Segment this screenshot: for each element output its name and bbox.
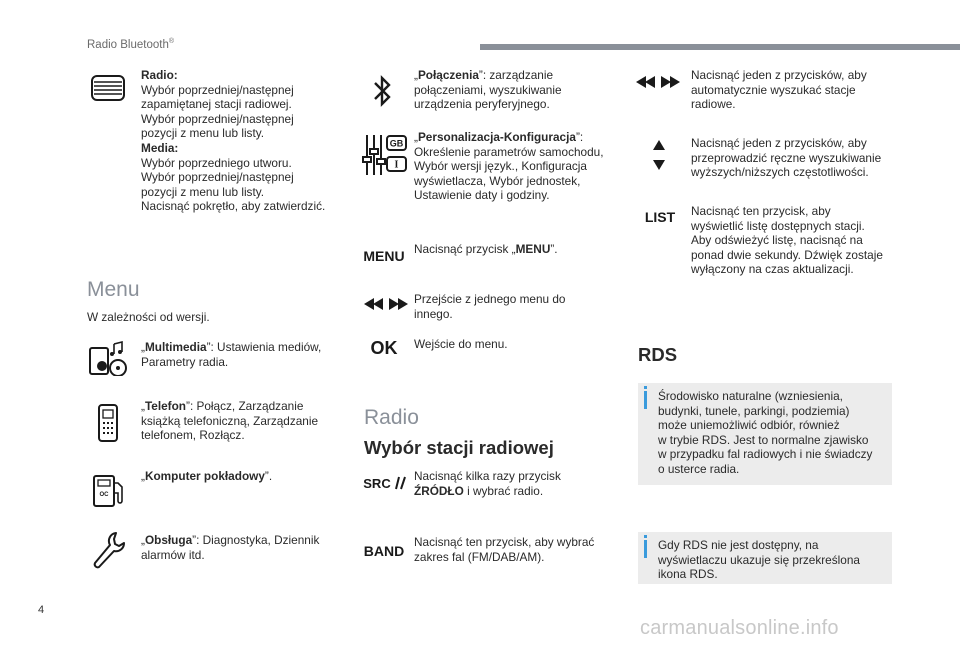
radio-line: Wybór poprzedniego utworu. — [141, 155, 292, 170]
radio-line: Wybór poprzedniej/następnej — [141, 170, 294, 185]
left-right-arrows-icon — [636, 75, 680, 89]
radio-heading: Radio — [364, 406, 419, 429]
menu-button-description: Nacisnąć przycisk „MENU”. — [414, 242, 558, 256]
polaczenia-description: „Połączenia”: zarządzanie połączeniami, wyszukiwanie urządzenia peryferyjnego. — [414, 68, 562, 112]
ok-button-icon: OK — [370, 337, 398, 358]
auto-search-description: Nacisnąć jeden z przycisków, aby automatycznie wyszukać stacje radiowe. — [691, 68, 867, 112]
rds-heading: RDS — [638, 344, 678, 365]
src-button-icon: SRC — [362, 474, 408, 492]
rds-info-note: Środowisko naturalne (wzniesienia, budynki, tunele, parkingi, podziemia) może uniemożliwić odbiór, również w trybie RDS. Jest to normalne zjawisko w przypadku fal radiowych i nie świadczy o usterce radia. — [638, 383, 892, 485]
page-number: 4 — [38, 604, 45, 616]
radio-line: zapamiętanej stacji radiowej. — [141, 97, 292, 112]
phone-icon — [96, 403, 120, 443]
settings-sliders-icon — [362, 133, 408, 177]
menu-heading: Menu — [87, 278, 140, 301]
info-icon — [644, 540, 647, 558]
info-unit-label: I — [394, 159, 399, 171]
wrench-icon — [90, 530, 126, 572]
menu-button-icon: MENU — [363, 248, 405, 264]
band-button-icon: BAND — [363, 543, 405, 559]
obsluga-description: „Obsługa”: Diagnostyka, Dziennik alarmów itd. — [141, 533, 320, 562]
multimedia-description: „Multimedia”: Ustawienia mediów, Parametry radia. — [141, 340, 322, 369]
gb-language-label: GB — [389, 138, 404, 149]
ok-button-description: Wejście do menu. — [414, 337, 508, 351]
multimedia-icon — [88, 340, 130, 376]
radio-line: Wybór poprzedniej/następnej — [141, 82, 294, 97]
fuel-computer-icon — [90, 473, 128, 509]
up-down-arrows-icon — [651, 138, 667, 172]
band-button-description: Nacisnąć ten przycisk, aby wybrać zakres fal (FM/DAB/AM). — [414, 535, 595, 564]
radio-line: pozycji z menu lub listy. — [141, 126, 265, 141]
radio-line: Wybór poprzedniej/następnej — [141, 111, 294, 126]
left-right-arrows-icon — [364, 297, 408, 311]
personalizacja-description: „Personalizacja-Konfiguracja”: Określenie parametrów samochodu, Wybór wersji język., Konfiguracja wyświetlacza, Wybór jednostek, Ustawienie daty i godziny. — [414, 130, 604, 203]
header-title: Radio Bluetooth® — [87, 38, 175, 51]
radio-line: Radio: — [141, 68, 178, 82]
list-button-description: Nacisnąć ten przycisk, aby wyświetlić listę dostępnych stacji. Aby odświeżyć listę, nacisnąć na ponad dwie sekundy. Dźwięk zostaje wyłączony na czas aktualizacji. — [691, 204, 883, 277]
rotary-knob-icon — [90, 73, 126, 103]
radio-line: pozycji z menu lub listy. — [141, 184, 265, 199]
station-select-heading: Wybór stacji radiowej — [364, 437, 554, 458]
bluetooth-icon — [370, 73, 394, 109]
manual-search-description: Nacisnąć jeden z przycisków, aby przeprowadzić ręczne wyszukiwanie wyższych/niższych częstotliwości. — [691, 136, 882, 180]
menu-navigation-description: Przejście z jednego menu do innego. — [414, 292, 566, 321]
telefon-description: „Telefon”: Połącz, Zarządzanie książką telefoniczną, Zarządzanie telefonem, Rozłącz. — [141, 399, 319, 443]
src-button-description: Nacisnąć kilka razy przycisk ŹRÓDŁO i wybrać radio. — [414, 469, 561, 498]
info-icon — [644, 391, 647, 409]
radio-line: Media: — [141, 140, 179, 155]
radio-media-description — [141, 68, 351, 214]
list-button-icon: LIST — [644, 209, 676, 225]
rds-unavailable-note: Gdy RDS nie jest dostępny, na wyświetlaczu ukazuje się przekreślona ikona RDS. — [638, 532, 892, 584]
fuel-oc-label: OC — [99, 492, 109, 498]
komputer-description: „Komputer pokładowy”. — [141, 469, 273, 483]
watermark: carmanualsonline.info — [640, 617, 839, 639]
header-bar — [480, 44, 960, 50]
radio-line: Nacisnąć pokrętło, aby zatwierdzić. — [141, 199, 326, 214]
menu-subtitle: W zależności od wersji. — [87, 310, 210, 324]
